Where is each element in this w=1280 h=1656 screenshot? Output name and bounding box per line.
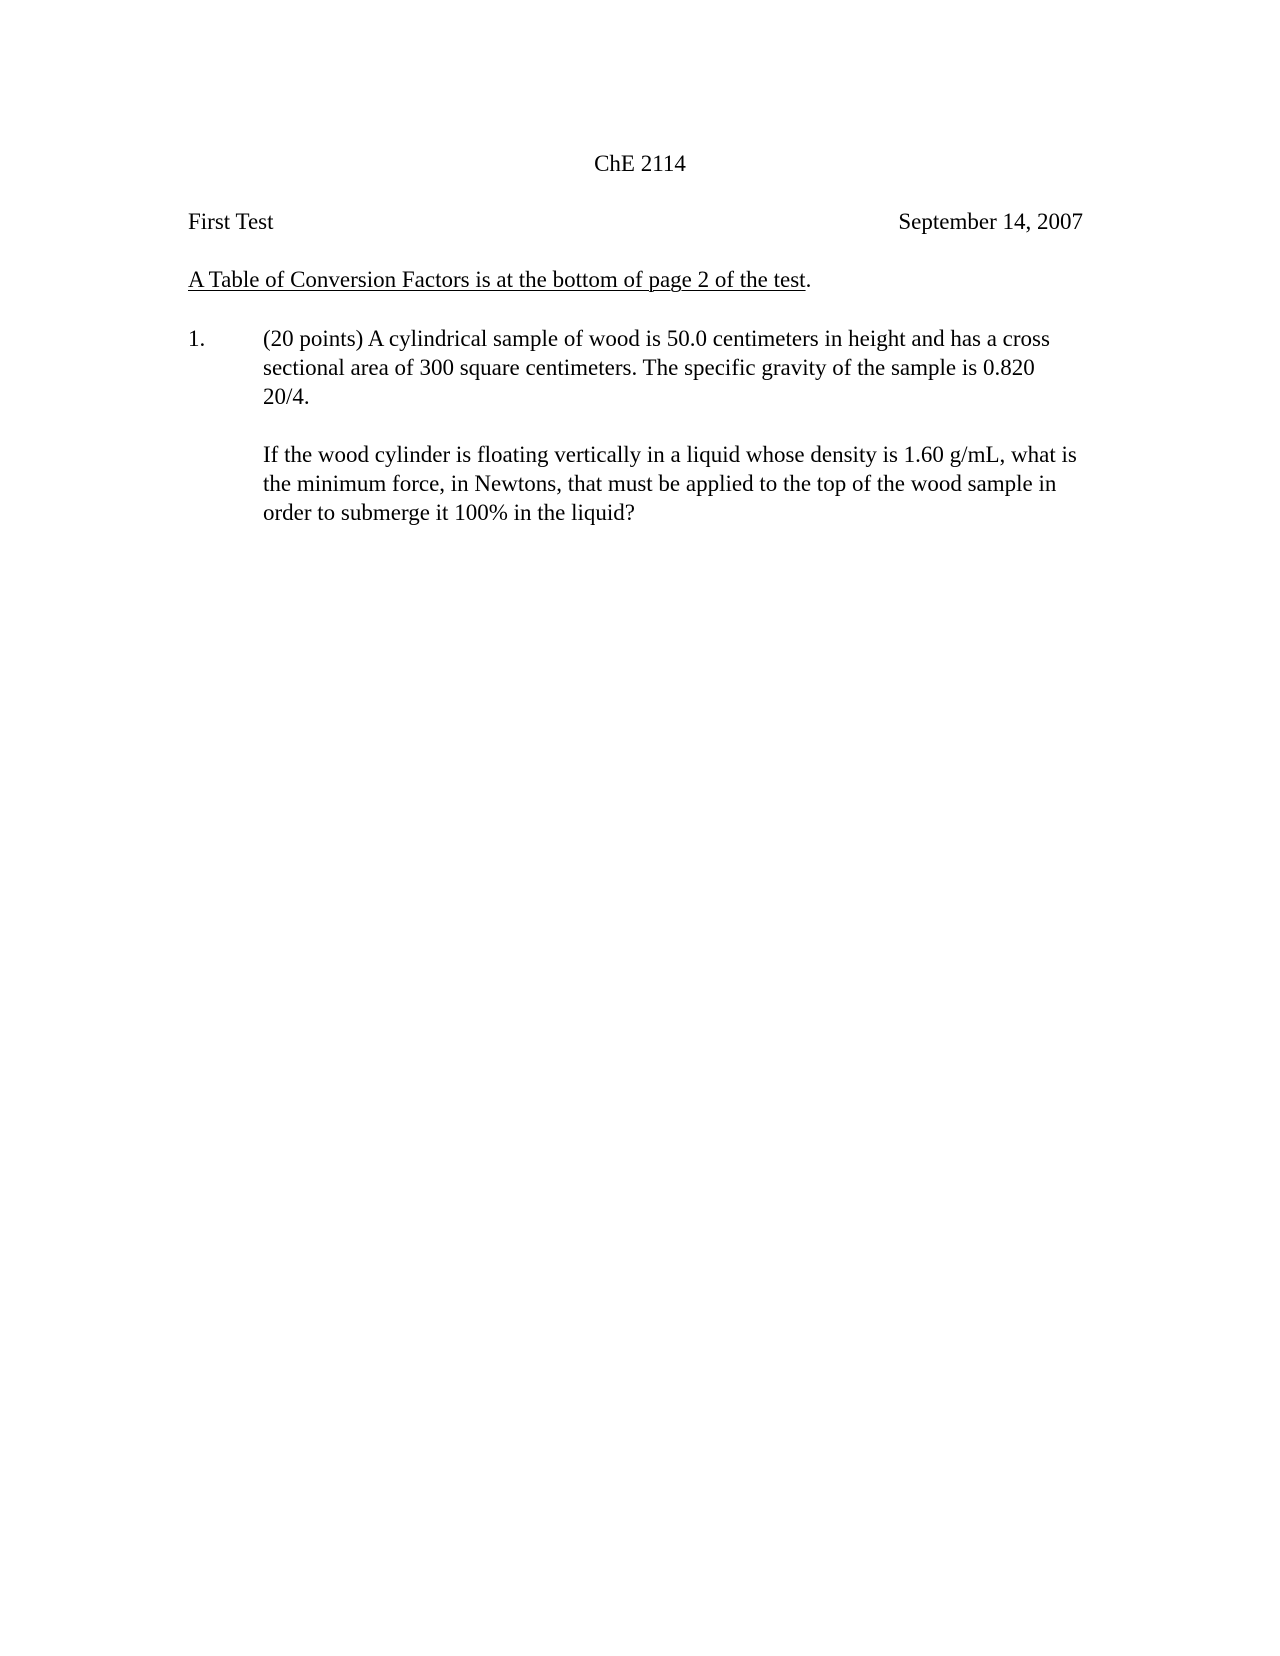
test-name: First Test bbox=[188, 209, 274, 234]
question-paragraph: (20 points) A cylindrical sample of wood is 50.0 centimeters in height and has a cross sectional area of 300 square centimeters. The specific gravity of the sample is 0.820 20/4. bbox=[263, 326, 1050, 409]
notice-underlined-text: A Table of Conversion Factors is at the bottom of page 2 of the test bbox=[188, 267, 806, 292]
course-title: ChE 2114 bbox=[594, 151, 686, 176]
notice-period: . bbox=[805, 267, 812, 292]
question-number: 1. bbox=[188, 326, 206, 351]
test-date: September 14, 2007 bbox=[898, 209, 1083, 234]
test-header bbox=[188, 208, 1083, 236]
question-paragraph: If the wood cylinder is floating vertically in a liquid whose density is 1.60 g/mL, what is the minimum force, in Newtons, that must be applied to the top of the wood sample in order to submerge it 100% in the liquid? bbox=[263, 442, 1077, 525]
conversion-table-notice bbox=[188, 266, 811, 294]
question-body bbox=[263, 324, 1083, 527]
